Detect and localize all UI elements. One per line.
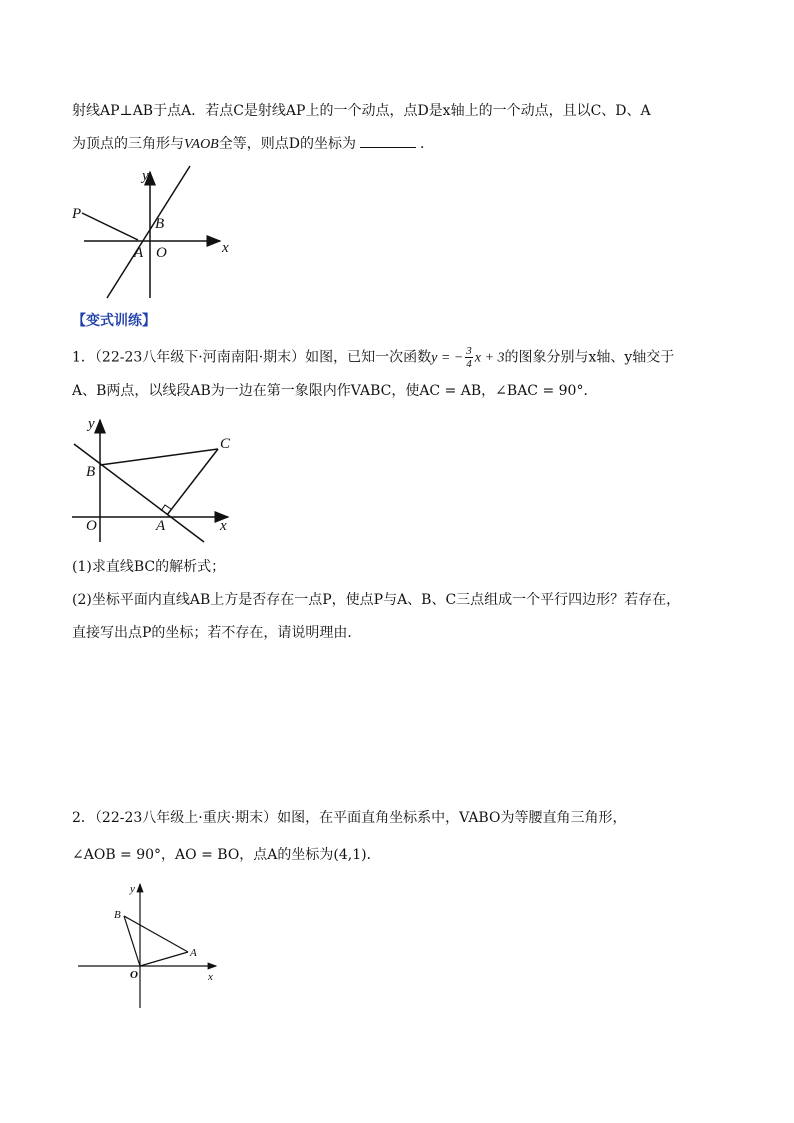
q1-segment-ac: [167, 449, 218, 515]
q1-prefix: 1．（22-23八年级下·河南南阳·期末）如图，已知一次函数: [72, 349, 432, 366]
q2-label-y: y: [130, 883, 135, 895]
q1-eq-lhs: y = −: [431, 350, 464, 366]
q0-triangle: VAOB: [184, 137, 219, 152]
q0-line1: 射线AP⊥AB于点A．若点C是射线AP上的一个动点，点D是x轴上的一个动点，且以C、D、A: [72, 103, 651, 119]
q1-line2: A、B两点，以线段AB为一边在第一象限内作VABC，使AC = AB，∠BAC = 90°．: [72, 383, 598, 399]
q1-label-a: A: [156, 518, 166, 534]
q0-line2: [72, 133, 434, 155]
q1-segment-bc: [100, 449, 218, 465]
q1-part2b: 直接写出点P的坐标；若不存在，请说明理由．: [72, 625, 362, 641]
q1-label-o: O: [86, 518, 97, 534]
q2-figure: [76, 878, 226, 1013]
q1-fraction: [465, 345, 473, 370]
q1-label-y: y: [88, 416, 95, 432]
q0-label-y: y: [142, 168, 149, 184]
q1-label-c: C: [220, 436, 231, 452]
q1-label-x: x: [220, 518, 227, 534]
q1-eq-rhs: x + 3: [474, 350, 505, 366]
q0-ray-ap: [82, 213, 138, 240]
section-title: 【变式训练】: [72, 313, 156, 329]
q2-label-o: O: [130, 969, 138, 981]
q0-label-a: A: [134, 245, 144, 261]
q1-figure: [68, 412, 238, 547]
q2-line1: 2．（22-23八年级上·重庆·期末）如图，在平面直角坐标系中，VABO为等腰直角三角形，: [72, 810, 627, 826]
q1-frac-num: 3: [466, 345, 472, 357]
q0-line-ab: [107, 166, 190, 298]
q0-figure: [60, 160, 250, 300]
q2-label-b: B: [114, 909, 121, 921]
answer-blank[interactable]: [360, 133, 416, 148]
q2-line2: ∠AOB = 90°，AO = BO，点A的坐标为(4,1)．: [72, 847, 381, 863]
q1-label-b: B: [86, 464, 96, 480]
q0-label-b: B: [155, 216, 165, 232]
q2-label-x: x: [208, 971, 213, 983]
q0-label-o: O: [156, 245, 167, 261]
q1-frac-den: 4: [466, 358, 472, 370]
q0-line2-end: ．: [419, 136, 434, 152]
q1-part1: (1)求直线BC的解析式；: [72, 559, 226, 575]
q2-segment-oa: [140, 952, 188, 966]
q0-label-x: x: [222, 240, 229, 256]
q1-post: 的图象分别与x轴、y轴交于: [504, 349, 675, 366]
q2-label-a: A: [190, 947, 197, 959]
q0-line2-post: 全等，则点D的坐标为: [218, 136, 356, 152]
q1-part2: (2)坐标平面内直线AB上方是否存在一点P，使点P与A、B、C三点组成一个平行四边形？若存在，: [72, 592, 681, 608]
q0-label-p: P: [72, 206, 82, 222]
q1-line1: [72, 345, 674, 370]
q0-line2-pre: 为顶点的三角形与: [72, 136, 184, 152]
